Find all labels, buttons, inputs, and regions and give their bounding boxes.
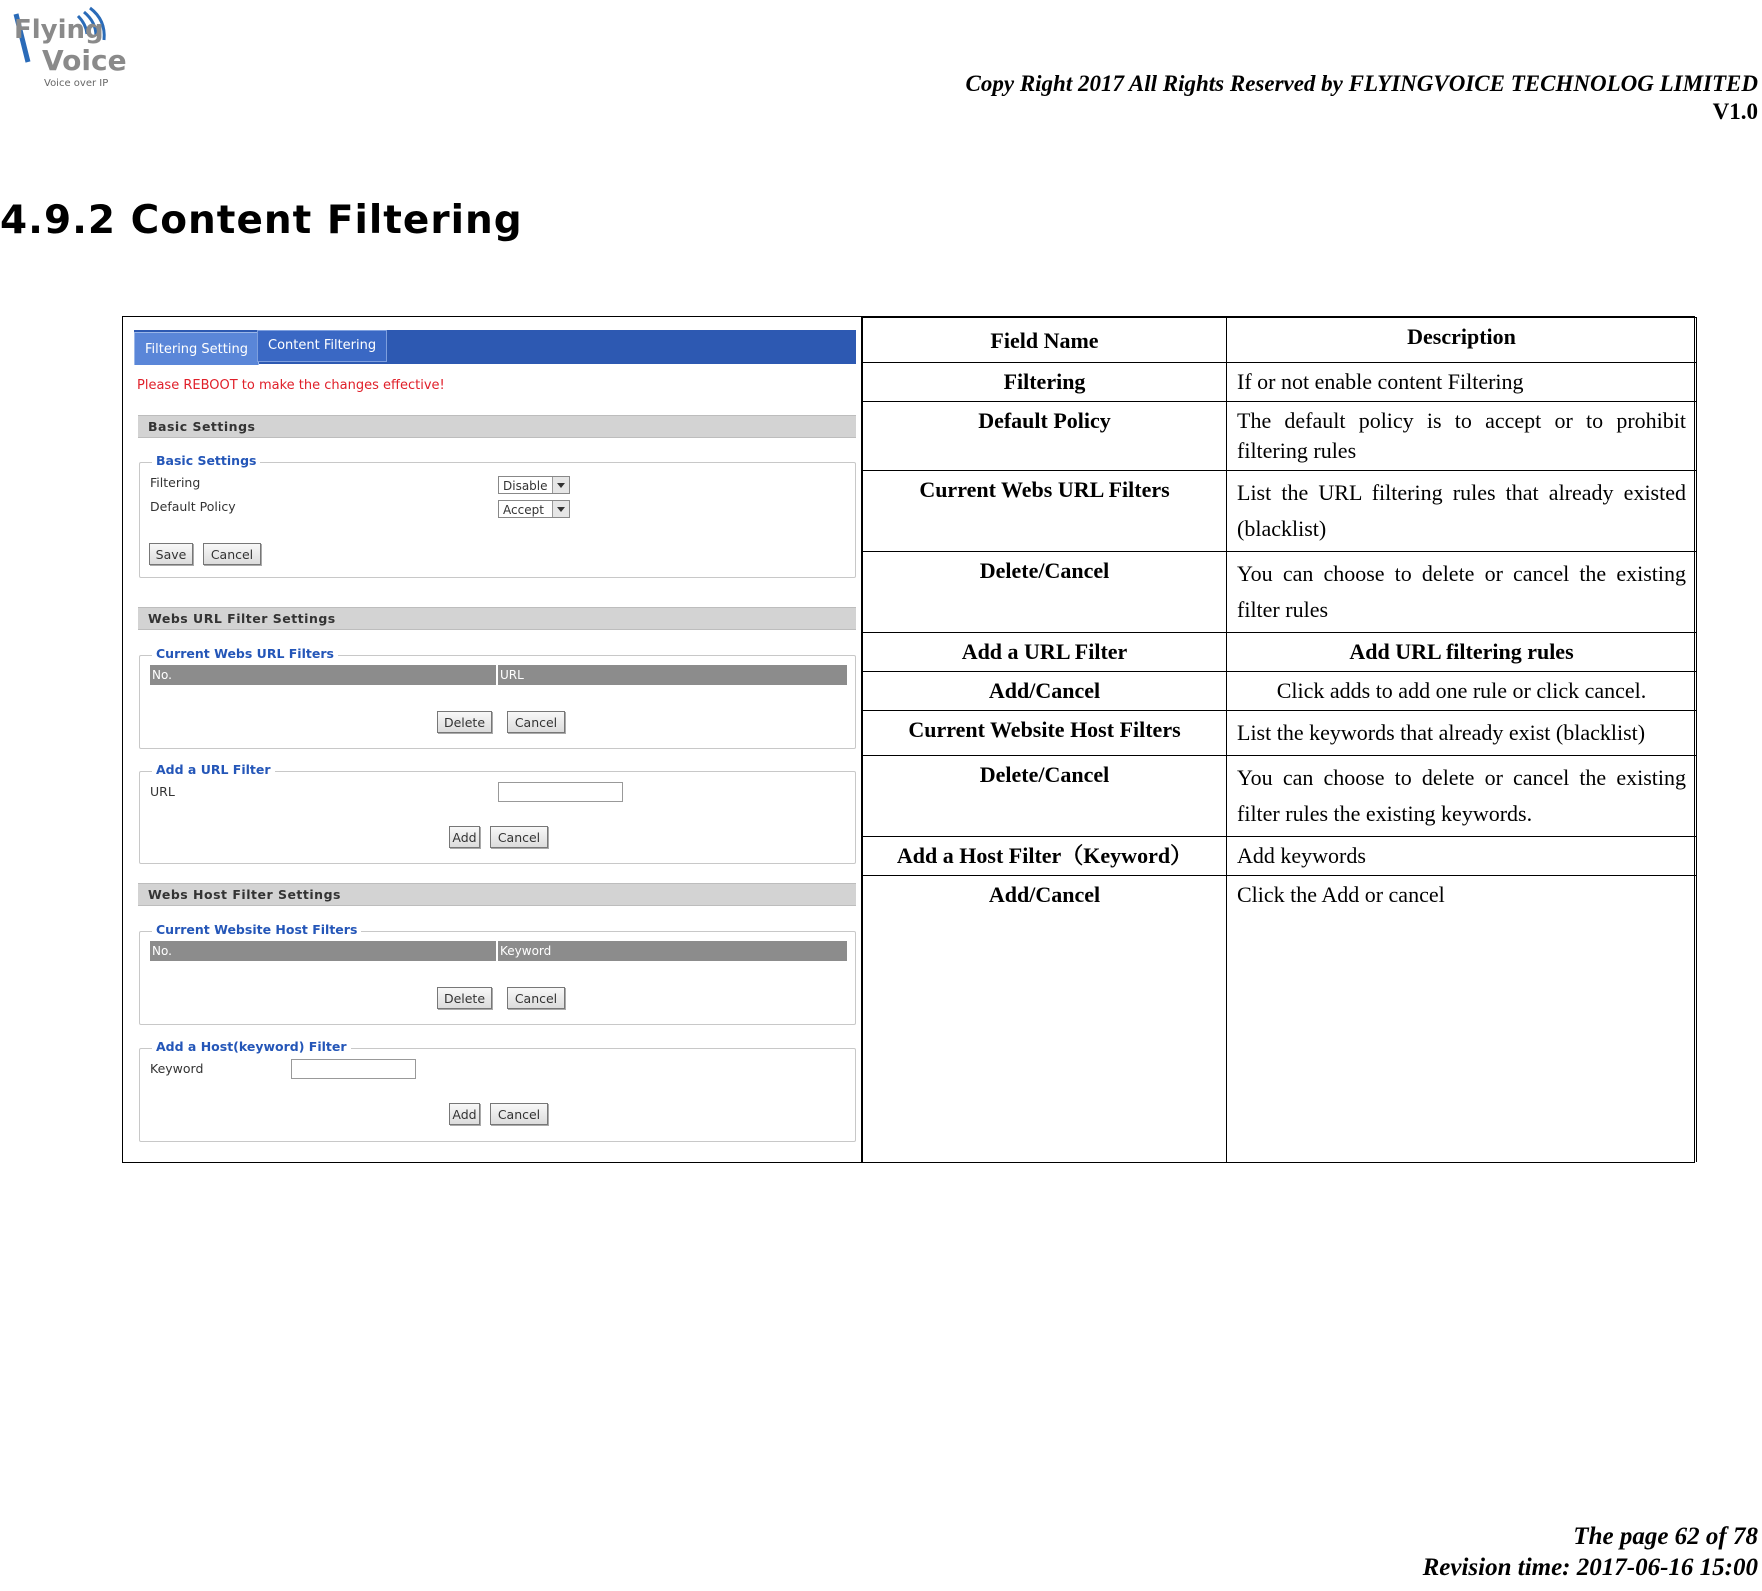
field-name-cell: Current Webs URL Filters	[863, 471, 1227, 552]
description-cell: Click adds to add one rule or click cancel.	[1227, 672, 1697, 711]
description-cell: Add keywords	[1227, 837, 1697, 876]
url-delete-cancel-button[interactable]: Cancel	[507, 711, 565, 733]
description-header: Description	[1227, 318, 1697, 363]
add-url-filter-fieldset	[139, 762, 856, 864]
default-policy-select[interactable]	[498, 500, 570, 518]
add-host-filter-legend: Add a Host(keyword) Filter	[152, 1039, 351, 1054]
current-host-filters-legend: Current Website Host Filters	[152, 922, 361, 937]
url-column-url: URL	[498, 665, 847, 685]
url-add-button[interactable]: Add	[449, 826, 480, 848]
field-name-cell: Delete/Cancel	[863, 756, 1227, 837]
description-cell: Add URL filtering rules	[1227, 633, 1697, 672]
basic-settings-fieldset	[139, 453, 856, 578]
default-policy-label: Default Policy	[150, 499, 236, 514]
version-text: V1.0	[1712, 99, 1758, 124]
document-footer	[1423, 1521, 1758, 1583]
field-description-table	[862, 317, 1697, 1162]
url-column-no: No.	[150, 665, 496, 685]
content-filtering-table	[122, 316, 1695, 1163]
tab-filtering-setting[interactable]: Filtering Setting	[134, 332, 259, 365]
description-cell: You can choose to delete or cancel the existing filter rules the existing keywords.	[1227, 756, 1697, 837]
description-cell: Click the Add or cancel	[1227, 876, 1697, 1163]
host-column-no: No.	[150, 941, 496, 961]
field-name-header: Field Name	[863, 318, 1227, 363]
description-cell: If or not enable content Filtering	[1227, 363, 1697, 402]
description-cell: The default policy is to accept or to prohibit filtering rules	[1227, 402, 1697, 471]
host-column-keyword: Keyword	[498, 941, 847, 961]
add-host-filter-fieldset	[139, 1039, 856, 1142]
basic-settings-bar: Basic Settings	[138, 415, 856, 438]
filtering-label: Filtering	[150, 475, 201, 490]
logo-text-voip: Voice over IP	[44, 78, 109, 89]
host-filter-settings-bar: Webs Host Filter Settings	[138, 883, 856, 906]
current-url-filters-fieldset	[139, 646, 856, 749]
field-name-cell: Add/Cancel	[863, 672, 1227, 711]
description-cell: List the URL filtering rules that already existed (blacklist)	[1227, 471, 1697, 552]
logo-graphic	[8, 4, 127, 94]
chevron-down-icon	[552, 501, 569, 517]
host-add-button[interactable]: Add	[449, 1103, 480, 1125]
url-filter-settings-bar: Webs URL Filter Settings	[138, 607, 856, 630]
tab-bar	[134, 330, 856, 364]
page-number: The page 62 of 78	[1573, 1523, 1758, 1550]
screenshot-cell	[123, 317, 862, 1163]
url-label: URL	[150, 784, 175, 799]
field-name-cell: Filtering	[863, 363, 1227, 402]
add-url-filter-legend: Add a URL Filter	[152, 762, 275, 777]
url-delete-button[interactable]: Delete	[437, 711, 492, 733]
description-cell	[862, 317, 1695, 1163]
field-name-cell: Add a Host Filter（Keyword）	[863, 837, 1227, 876]
chevron-down-icon	[552, 477, 569, 493]
field-name-cell: Add a URL Filter	[863, 633, 1227, 672]
basic-settings-legend: Basic Settings	[152, 453, 260, 468]
reboot-notice: Please REBOOT to make the changes effective!	[137, 378, 445, 393]
filtering-select[interactable]	[498, 476, 570, 494]
field-name-cell: Delete/Cancel	[863, 552, 1227, 633]
keyword-input[interactable]	[291, 1059, 416, 1079]
save-button[interactable]: Save	[149, 543, 193, 565]
copyright-text: Copy Right 2017 All Rights Reserved by FLYINGVOICE TECHNOLOG LIMITED	[965, 71, 1758, 96]
host-add-cancel-button[interactable]: Cancel	[490, 1103, 548, 1125]
host-delete-cancel-button[interactable]: Cancel	[507, 987, 565, 1009]
url-input[interactable]	[498, 782, 623, 802]
document-header	[966, 70, 1758, 126]
section-title: 4.9.2 Content Filtering	[0, 198, 523, 243]
host-delete-button[interactable]: Delete	[437, 987, 492, 1009]
basic-cancel-button[interactable]: Cancel	[203, 543, 261, 565]
current-host-filters-fieldset	[139, 922, 856, 1025]
filtering-select-value: Disable	[503, 479, 548, 493]
default-policy-select-value: Accept	[503, 503, 544, 517]
logo-text-flying: Flying	[14, 15, 104, 45]
field-name-cell: Add/Cancel	[863, 876, 1227, 1163]
logo-text-voice: Voice	[42, 44, 127, 77]
tab-content-filtering[interactable]: Content Filtering	[257, 330, 387, 362]
content-filtering-screenshot	[134, 330, 856, 1160]
description-cell: You can choose to delete or cancel the existing filter rules	[1227, 552, 1697, 633]
field-name-cell: Current Website Host Filters	[863, 711, 1227, 756]
url-add-cancel-button[interactable]: Cancel	[490, 826, 548, 848]
current-url-filters-legend: Current Webs URL Filters	[152, 646, 338, 661]
field-name-cell: Default Policy	[863, 402, 1227, 471]
description-cell: List the keywords that already exist (blacklist)	[1227, 711, 1697, 756]
keyword-label: Keyword	[150, 1061, 204, 1076]
flyingvoice-logo	[8, 4, 127, 94]
revision-time: Revision time: 2017-06-16 15:00	[1422, 1554, 1758, 1581]
